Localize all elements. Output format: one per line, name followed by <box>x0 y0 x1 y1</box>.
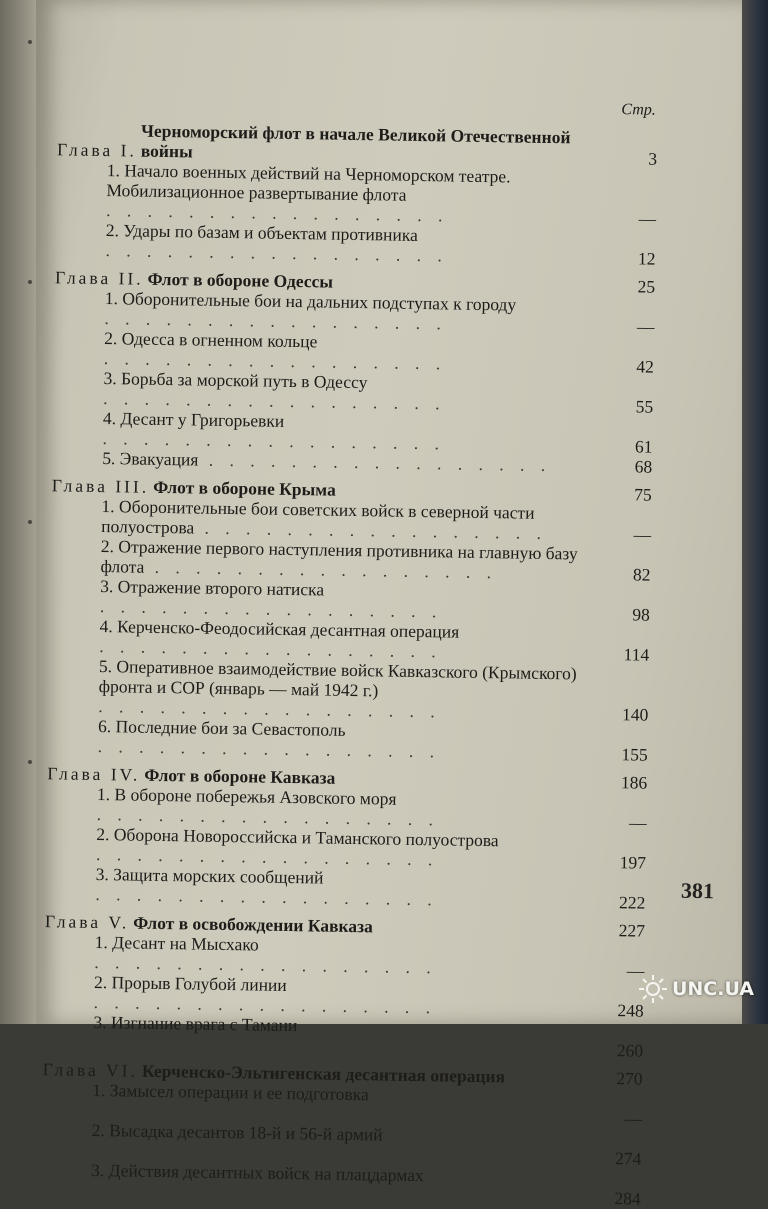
toc-entry-page-number: — <box>638 208 657 229</box>
watermark-text: UNC.UA <box>671 978 754 1000</box>
toc-entry-page-number: 42 <box>636 356 654 377</box>
binding-stitch <box>28 760 32 764</box>
toc-entry-page-number: 68 <box>634 456 653 477</box>
toc-entry-title: 1. Начало военных действий на Черноморском театре. Мобилизационное развертывание флота <box>106 160 511 205</box>
leader-dots: . . . . . . . . . . . . . . . . . <box>94 951 437 978</box>
toc-entry-page-number: 284 <box>614 1188 641 1209</box>
toc-entry-page-number: 274 <box>614 1148 642 1169</box>
toc-entry-title: 6. Последние бои за Севастополь <box>97 715 346 740</box>
toc-entry-text <box>93 1012 584 1060</box>
table-of-contents <box>41 91 658 1208</box>
toc-entry-page-number: 114 <box>623 644 650 665</box>
toc-entry-title: 2. Отражение первого наступления противника на главную базу флота <box>100 536 578 577</box>
chapter-page-number: 3 <box>648 148 658 169</box>
toc-entry-title: 4. Керченско-Феодосийская десантная операция <box>99 616 460 642</box>
toc-entry-title: 2. Оборона Новороссийска и Таманского полуострова <box>96 823 499 851</box>
chapter-prefix: Глава I. <box>56 139 137 161</box>
chapter-prefix: Глава V. <box>44 911 130 933</box>
leader-dots: . . . . . . . . . . . . . . . . . <box>90 1179 434 1206</box>
toc-entry-title: 3. Действия десантных войск на плацдармах <box>90 1159 424 1186</box>
toc-entry-page-number: 82 <box>632 564 651 585</box>
chapter-title: Флот в освобождении Кавказа <box>133 912 374 937</box>
leader-dots: . . . . . . . . . . . . . . . . . <box>144 556 498 583</box>
toc-entry-page-number: 222 <box>618 892 646 913</box>
chapter-prefix: Глава VI. <box>42 1059 139 1081</box>
toc-entry-title: 2. Высадка десантов 18-й и 56-й армий <box>91 1119 383 1145</box>
leader-dots: . . . . . . . . . . . . . . . . . <box>95 883 438 910</box>
leader-dots: . . . . . . . . . . . . . . . . . <box>99 596 443 622</box>
chapter-page-number: 270 <box>616 1068 643 1089</box>
binding-stitch <box>28 520 32 524</box>
toc-entry-text <box>91 1160 582 1208</box>
leader-dots: . . . . . . . . . . . . . . . . . <box>102 428 446 454</box>
toc-entry-page-number: 12 <box>637 248 656 269</box>
leader-dots: . . . . . . . . . . . . . . . . . <box>106 200 449 226</box>
toc-entry-page-number: 140 <box>621 704 649 725</box>
toc-entry-page-number: — <box>624 1108 643 1129</box>
chapter-page-number: 25 <box>637 276 656 297</box>
toc-entry <box>105 220 656 269</box>
leader-dots: . . . . . . . . . . . . . . . . . <box>104 308 447 334</box>
toc-entry-title: 1. Оборонительные бои советских войск в северной части полуострова <box>101 496 535 538</box>
toc-entry-page-number: — <box>626 960 645 981</box>
toc-entry-title: 1. Десант на Мысхако <box>94 931 259 955</box>
leader-dots: . . . . . . . . . . . . . . . . . <box>198 449 552 476</box>
chapter-page-number: 186 <box>620 772 648 793</box>
toc-entry-page-number: 248 <box>617 1000 644 1021</box>
toc-entry-page-number: — <box>628 812 647 833</box>
leader-dots: . . . . . . . . . . . . . . . . . <box>91 1099 435 1126</box>
toc-entry-title: 2. Удары по базам и объектам противника <box>105 220 419 245</box>
chapter-page-number: 227 <box>618 920 646 941</box>
chapter-prefix: Глава III. <box>51 475 150 497</box>
chapter-title: Флот в обороне Кавказа <box>144 764 336 788</box>
toc-entry-title: 1. Замысел операции и ее подготовка <box>92 1079 369 1105</box>
chapter-title: Керченско-Эльтигенская десантная операция <box>141 1060 506 1087</box>
toc-entry-page-number: 61 <box>634 436 653 457</box>
watermark-logo <box>638 974 754 1004</box>
toc-entry-text <box>106 160 597 228</box>
leader-dots: . . . . . . . . . . . . . . . . . <box>95 843 439 870</box>
binding-stitch <box>28 40 32 44</box>
binding-stitch <box>28 280 32 284</box>
leader-dots: . . . . . . . . . . . . . . . . . <box>92 1031 436 1058</box>
leader-dots: . . . . . . . . . . . . . . . . . <box>96 803 440 830</box>
leader-dots: . . . . . . . . . . . . . . . . . <box>97 735 441 762</box>
chapter-prefix: Глава IV. <box>47 763 141 785</box>
toc-entry-page-number: — <box>636 316 655 337</box>
toc-entry-title: 5. Оперативное взаимодействие войск Кавказского (Крымского) фронта и СОР (январь — май 1942 г.) <box>98 656 577 701</box>
toc-entry <box>98 716 649 765</box>
toc-entry-title: 3. Борьба за морской путь в Одессу <box>103 368 368 393</box>
toc-entry-text <box>95 864 586 912</box>
toc-entry-title: 5. Эвакуация <box>102 448 199 470</box>
leader-dots: . . . . . . . . . . . . . . . . . <box>194 517 548 544</box>
toc-entry-title: 3. Отражение второго натиска <box>100 576 325 600</box>
toc-entry-text <box>98 716 589 764</box>
toc-entry-page-number: 98 <box>632 604 651 625</box>
toc-entry-title: 1. В обороне побережья Азовского моря <box>96 783 397 809</box>
toc-entry-title: 1. Оборонительные бои на дальних подступах к городу <box>104 288 517 315</box>
toc-entry <box>106 160 657 229</box>
toc-entry <box>95 864 646 913</box>
toc-entry-page-number: 260 <box>616 1040 644 1061</box>
leader-dots: . . . . . . . . . . . . . . . . . <box>103 388 446 414</box>
sun-emblem-icon <box>638 974 668 1004</box>
page-column-label: Стр. <box>621 101 656 119</box>
page-edge-background <box>742 0 768 1024</box>
leader-dots: . . . . . . . . . . . . . . . . . <box>93 991 437 1018</box>
chapter-title: Флот в обороне Крыма <box>153 476 336 500</box>
toc-entry-page-number: 197 <box>619 852 647 873</box>
leader-dots: . . . . . . . . . . . . . . . . . <box>98 695 441 722</box>
toc-entry-text <box>98 656 589 724</box>
chapter-page-number: 75 <box>634 484 652 505</box>
chapter-title: Черноморский флот в начале Великой Отечественной войны <box>140 120 571 162</box>
toc-entry-title: 4. Десант у Григорьевки <box>102 408 285 431</box>
toc-entry <box>91 1160 642 1209</box>
toc-entry-text <box>105 220 596 268</box>
leader-dots: . . . . . . . . . . . . . . . . . <box>99 636 442 662</box>
toc-body <box>41 119 658 1208</box>
toc-entry <box>93 1012 644 1061</box>
page-number: 381 <box>680 877 715 904</box>
leader-dots: . . . . . . . . . . . . . . . . . <box>105 240 449 266</box>
toc-entry-title: 3. Защита морских сообщений <box>95 863 324 888</box>
leader-dots: . . . . . . . . . . . . . . . . . <box>91 1139 434 1166</box>
chapter-prefix: Глава II. <box>54 267 144 289</box>
toc-entry-page-number: 55 <box>635 396 654 417</box>
toc-entry-title: 2. Прорыв Голубой линии <box>93 971 287 995</box>
leader-dots: . . . . . . . . . . . . . . . . . <box>103 348 447 374</box>
toc-entry-page-number: 155 <box>621 744 648 765</box>
toc-entry-title: 3. Изгнание врага с Тамани <box>93 1011 298 1036</box>
toc-entry-page-number: — <box>633 524 652 545</box>
toc-entry <box>98 656 649 725</box>
toc-entry-title: 2. Одесса в огненном кольце <box>104 328 318 352</box>
chapter-title: Флот в обороне Одессы <box>147 268 334 292</box>
